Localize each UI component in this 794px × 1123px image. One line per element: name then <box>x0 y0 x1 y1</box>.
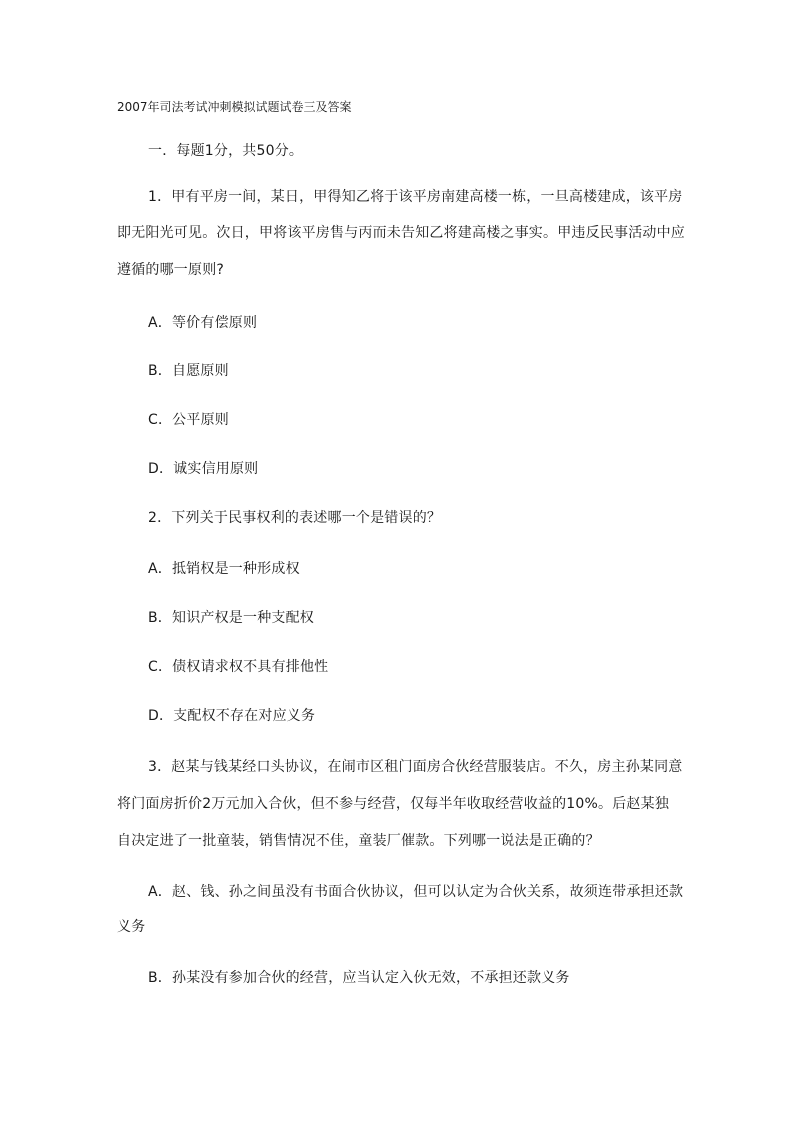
document-title: 2007年司法考试冲刺模拟试题试卷三及答案 <box>117 100 352 114</box>
question-3-line-1: 3．赵某与钱某经口头协议，在闹市区租门面房合伙经营服装店。不久，房主孙某同意 <box>148 759 683 775</box>
question-1-option-b: B．自愿原则 <box>148 363 229 379</box>
question-2-line-1: 2．下列关于民事权利的表述哪一个是错误的？ <box>148 510 442 526</box>
question-1-line-1: 1．甲有平房一间，某日，甲得知乙将于该平房南建高楼一栋，一旦高楼建成，该平房 <box>148 189 683 205</box>
section-header: 一．每题1分，共50分。 <box>148 143 304 159</box>
question-1-line-3: 遵循的哪一原则? <box>117 262 225 278</box>
question-1-option-a: A．等价有偿原则 <box>148 315 258 331</box>
question-3-line-3: 自决定进了一批童装，销售情况不佳，童装厂催款。下列哪一说法是正确的？ <box>117 833 600 849</box>
question-2-option-a: A．抵销权是一种形成权 <box>148 561 300 577</box>
question-3-option-a-line-1: A．赵、钱、孙之间虽没有书面合伙协议，但可以认定为合伙关系，故须连带承担还款 <box>148 884 684 900</box>
question-2-option-b: B．知识产权是一种支配权 <box>148 610 315 626</box>
question-2-option-c: C．债权请求权不具有排他性 <box>148 659 329 675</box>
question-3-option-a-line-2: 义务 <box>117 919 146 935</box>
question-3-option-b: B．孙某没有参加合伙的经营，应当认定入伙无效，不承担还款义务 <box>148 970 570 986</box>
question-3-line-2: 将门面房折价2万元加入合伙，但不参与经营，仅每半年收取经营收益的10%。后赵某独 <box>117 796 670 812</box>
question-1-option-d: D．诚实信用原则 <box>148 461 259 477</box>
question-2-option-d: D．支配权不存在对应义务 <box>148 708 316 724</box>
question-1-option-c: C．公平原则 <box>148 412 229 428</box>
question-1-line-2: 即无阳光可见。次日，甲将该平房售与丙而未告知乙将建高楼之事实。甲违反民事活动中应 <box>117 225 685 241</box>
